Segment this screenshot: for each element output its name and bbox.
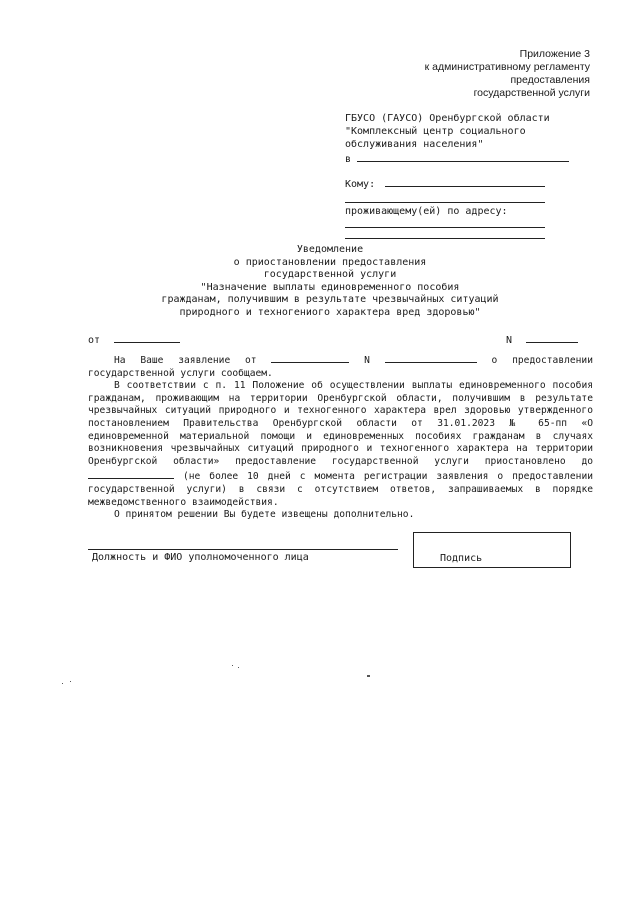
p1-text-c: о предоставлении государственной услуги сообщаем.: [88, 355, 593, 379]
number-field[interactable]: [526, 332, 578, 343]
number-label: N: [505, 335, 512, 346]
p2-tail-text: (не более 10 дней с момента регистрации заявления о предоставлении государственной услуги) в связи с отсутствием ответов, запрашиваемых в порядке межведомственного взаимодействия.: [88, 471, 593, 508]
body-paragraph-2: [88, 380, 593, 509]
title-line-1: Уведомление: [296, 244, 364, 255]
addressee-block: [345, 112, 585, 239]
to-row: [345, 176, 585, 191]
title-line-4: "Назначение выплаты единовременного пособия: [200, 281, 460, 293]
appendix-line-2: к административному регламенту: [424, 61, 590, 73]
title-line-6: природного и техногениого характера вред здоровью": [179, 306, 481, 318]
address-field-line-1[interactable]: [345, 226, 545, 228]
official-signature-line[interactable]: [88, 549, 398, 550]
to-field-line-2[interactable]: [345, 201, 545, 203]
signature-label: Подпись: [440, 553, 483, 564]
address-field-line-2[interactable]: [345, 237, 545, 239]
suspension-date-field[interactable]: [88, 468, 174, 479]
title-line-5: гражданам, получившим в результате чрезвычайных ситуаций: [161, 294, 499, 305]
body-paragraph-3: О принятом решении Вы будете извещены дополнительно.: [114, 509, 415, 521]
org-line-2: "Комплексный центр социального: [345, 126, 526, 137]
appendix-header: [425, 48, 590, 100]
appendix-line-4: государственной услуги: [473, 87, 590, 99]
to-field[interactable]: [385, 176, 545, 187]
notice-title: [120, 244, 540, 319]
official-label: Должность и ФИО уполномоченного лица: [92, 552, 309, 563]
p2-text: В соответствии с п. 11 Положение об осуществлении выплаты единовременного пособия гражданам, проживающим на территории Оренбургской области, получившим в результате чрезвычайных ситуаций природного и техногенного характера врел здоровью утвержденного постановлением Правительства Оренбургской области от 31.01.2023 № 65-пп «О единовременной материальной помощи и единовременных пособиях гражданам в случаях возникновения чрезвычайных ситуаций природного и техногенного характера на территории Оренбургской области» предоставление государственной услуги приостановлено до: [88, 380, 593, 467]
scan-speck: [232, 665, 233, 666]
appendix-line-1: Приложение 3: [519, 48, 590, 60]
body-paragraph-1: [88, 352, 593, 380]
scan-speck: [62, 683, 63, 684]
date-number-row: [88, 332, 578, 346]
from-label: от: [88, 335, 101, 346]
notice-body: [88, 352, 593, 522]
signature-box[interactable]: [413, 532, 571, 568]
org-line-3: обслуживания населения": [345, 139, 484, 150]
date-group: [88, 332, 180, 346]
title-line-2: о приостановлении предоставления: [233, 256, 427, 268]
number-group: [506, 332, 578, 346]
title-line-3: государственной услуги: [263, 269, 397, 280]
address-label: проживающему(ей) по адресу:: [345, 206, 508, 217]
org-in-row: [345, 151, 585, 166]
application-date-field[interactable]: [271, 352, 349, 363]
application-number-field[interactable]: [385, 352, 477, 363]
org-in-field[interactable]: [357, 151, 569, 162]
scan-speck: [70, 681, 71, 682]
appendix-line-3: предоставления: [510, 74, 590, 86]
org-in-label: в: [345, 154, 352, 165]
date-field[interactable]: [114, 332, 180, 343]
scan-speck: [238, 667, 239, 668]
org-line-1: ГБУСО (ГАУСО) Оренбургской области: [345, 113, 550, 124]
p1-number-label: N: [364, 355, 370, 366]
to-label: Кому:: [345, 179, 376, 190]
scan-speck: [367, 675, 370, 677]
p1-text-a: На Ваше заявление от: [114, 355, 257, 366]
